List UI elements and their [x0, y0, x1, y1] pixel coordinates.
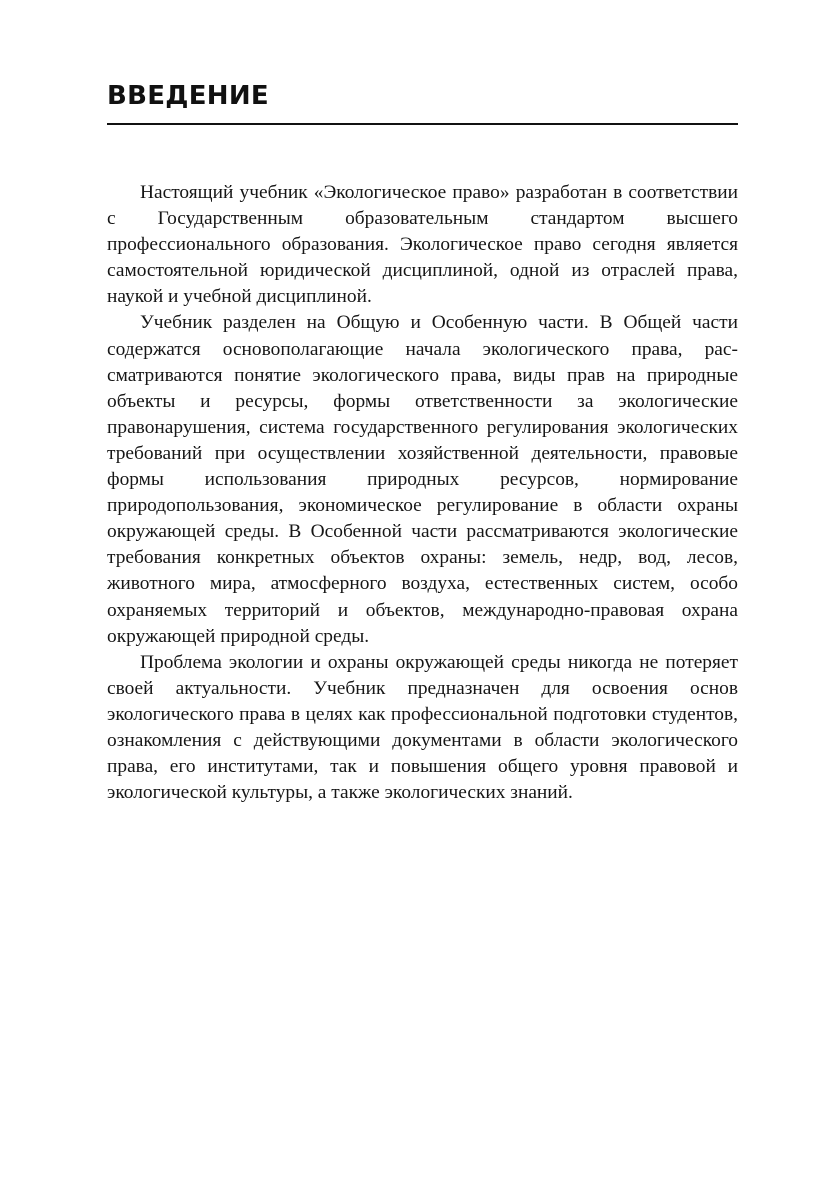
chapter-title: ВВЕДЕНИЕ	[107, 81, 269, 111]
title-underline-rule	[107, 123, 738, 125]
paragraph-3: Проблема экологии и охраны окружающей среды никогда не потеряет своей актуальности. Учебник предназначен для освоения основ экологического права в целях как профессиональной подготовки студентов, ознакомления с действующими документами в области экологического права, его институтами, так и повышения общего уровня правовой и экологической культуры, а также экологических знаний.	[107, 651, 738, 804]
paragraph-1: Настоящий учебник «Экологическое право» разработан в соответствии с Государственным образовательным стандартом высшего профессионального образования. Экологическое право сегодня является самостоятельной юридической дисциплиной, одной из отраслей права, наукой и учебной дисциплиной.	[107, 182, 738, 308]
paragraph-2: Учебник разделен на Общую и Особенную части. В Общей части содержатся основополагающие начала экологического права, рассматриваются понятие экологического права, виды прав на природные объекты и ресурсы, формы ответственности за экологические правонарушения, система государственного регулирования экологических требований при осуществлении хозяйственной деятельности, правовые формы использования природных ресурсов, нормирование природопользования, экономическое регулирование в области охраны окружающей среды. В Особенной части рассматриваются экологические требования конкретных объектов охраны: земель, недр, вод, лесов, животного мира, атмосферного воздуха, естественных систем, особо охраняемых территорий и объектов, международно-правовая охрана окружающей природной среды.	[107, 312, 738, 647]
introduction-body	[107, 180, 738, 806]
